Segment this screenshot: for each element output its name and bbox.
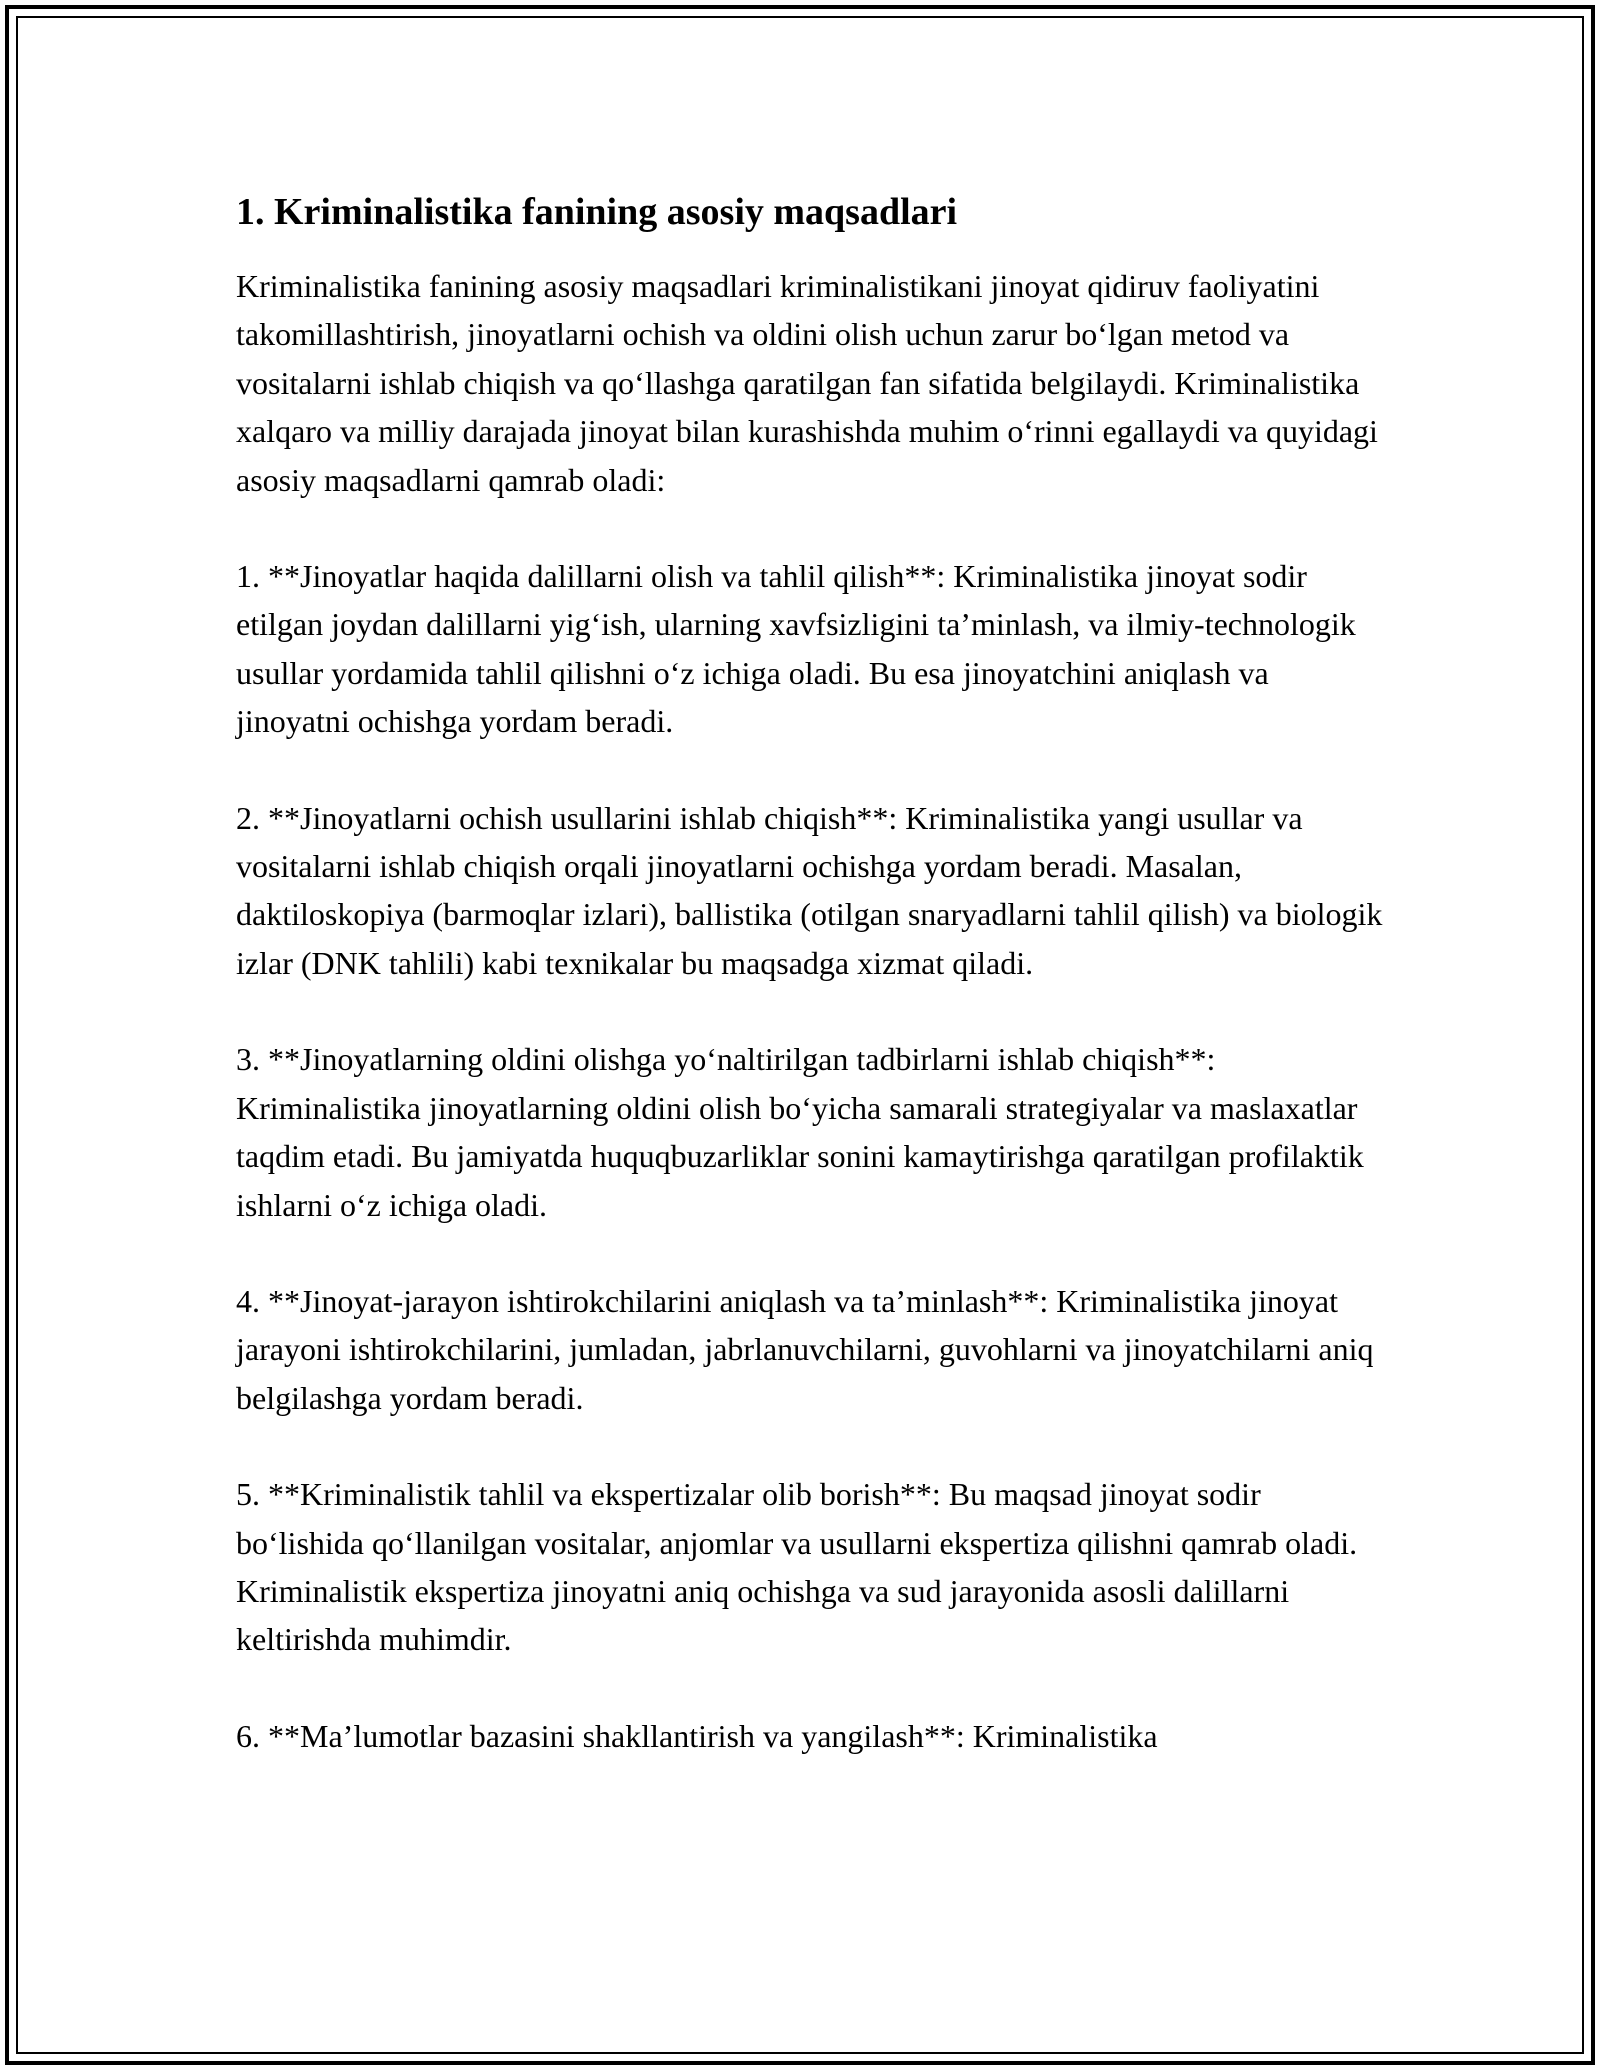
- list-item-6: 6. **Ma’lumotlar bazasini shakllantirish va yangilash**: Kriminalistika: [236, 1717, 1158, 1754]
- list-item-4: 4. **Jinoyat-jarayon ishtirokchilarini aniqlash va ta’minlash**: Kriminalistika jinoyat jarayoni ishtirokchilarini, jumladan, jabrlanuvchilarni, guvohlarni va jinoyatchilarni aniq belgilashga yordam beradi.: [236, 1282, 1374, 1416]
- intro-paragraph: Kriminalistika fanining asosiy maqsadlari kriminalistikani jinoyat qidiruv faoliyatini takomillashtirish, jinoyatlarni ochish va oldini olish uchun zarur bo‘lgan metod va vositalarni ishlab chiqish va qo‘llashga qaratilgan fan sifatida belgilaydi. Kriminalistika xalqaro va milliy darajada jinoyat bilan kurashishda muhim o‘rinni egallaydi va quyidagi asosiy maqsadlarni qamrab oladi:: [236, 268, 1378, 498]
- list-item-5: 5. **Kriminalistik tahlil va ekspertizalar olib borish**: Bu maqsad jinoyat sodir bo‘lishida qo‘llanilgan vositalar, anjomlar va usullarni ekspertiza qilishni qamrab oladi. Kriminalistik ekspertiza jinoyatni aniq ochishga va sud jarayonida asosli dalillarni keltirishda muhimdir.: [236, 1476, 1358, 1658]
- list-item-1: 1. **Jinoyatlar haqida dalillarni olish va tahlil qilish**: Kriminalistika jinoyat sodir etilgan joydan dalillarni yig‘ish, ularning xavfsizligini ta’minlash, va ilmiy-technologik usullar yordamida tahlil qilishni o‘z ichiga oladi. Bu esa jinoyatchini aniqlash va jinoyatni ochishga yordam beradi.: [236, 558, 1356, 740]
- document-body: [236, 188, 1386, 1808]
- list-item-3: 3. **Jinoyatlarning oldini olishga yo‘naltirilgan tadbirlarni ishlab chiqish**: Kriminalistika jinoyatlarning oldini olish bo‘yicha samarali strategiyalar va maslaxatlar taqdim etadi. Bu jamiyatda huquqbuzarliklar sonini kamaytirishga qaratilgan profilaktik ishlarni o‘z ichiga oladi.: [236, 1041, 1364, 1223]
- section-heading: 1. Kriminalistika fanining asosiy maqsadlari: [236, 191, 958, 233]
- list-item-2: 2. **Jinoyatlarni ochish usullarini ishlab chiqish**: Kriminalistika yangi usullar va vositalarni ishlab chiqish orqali jinoyatlarni ochishga yordam beradi. Masalan, daktiloskopiya (barmoqlar izlari), ballistika (otilgan snaryadlarni tahlil qilish) va biologik izlar (DNK tahlili) kabi texnikalar bu maqsadga xizmat qiladi.: [236, 799, 1383, 981]
